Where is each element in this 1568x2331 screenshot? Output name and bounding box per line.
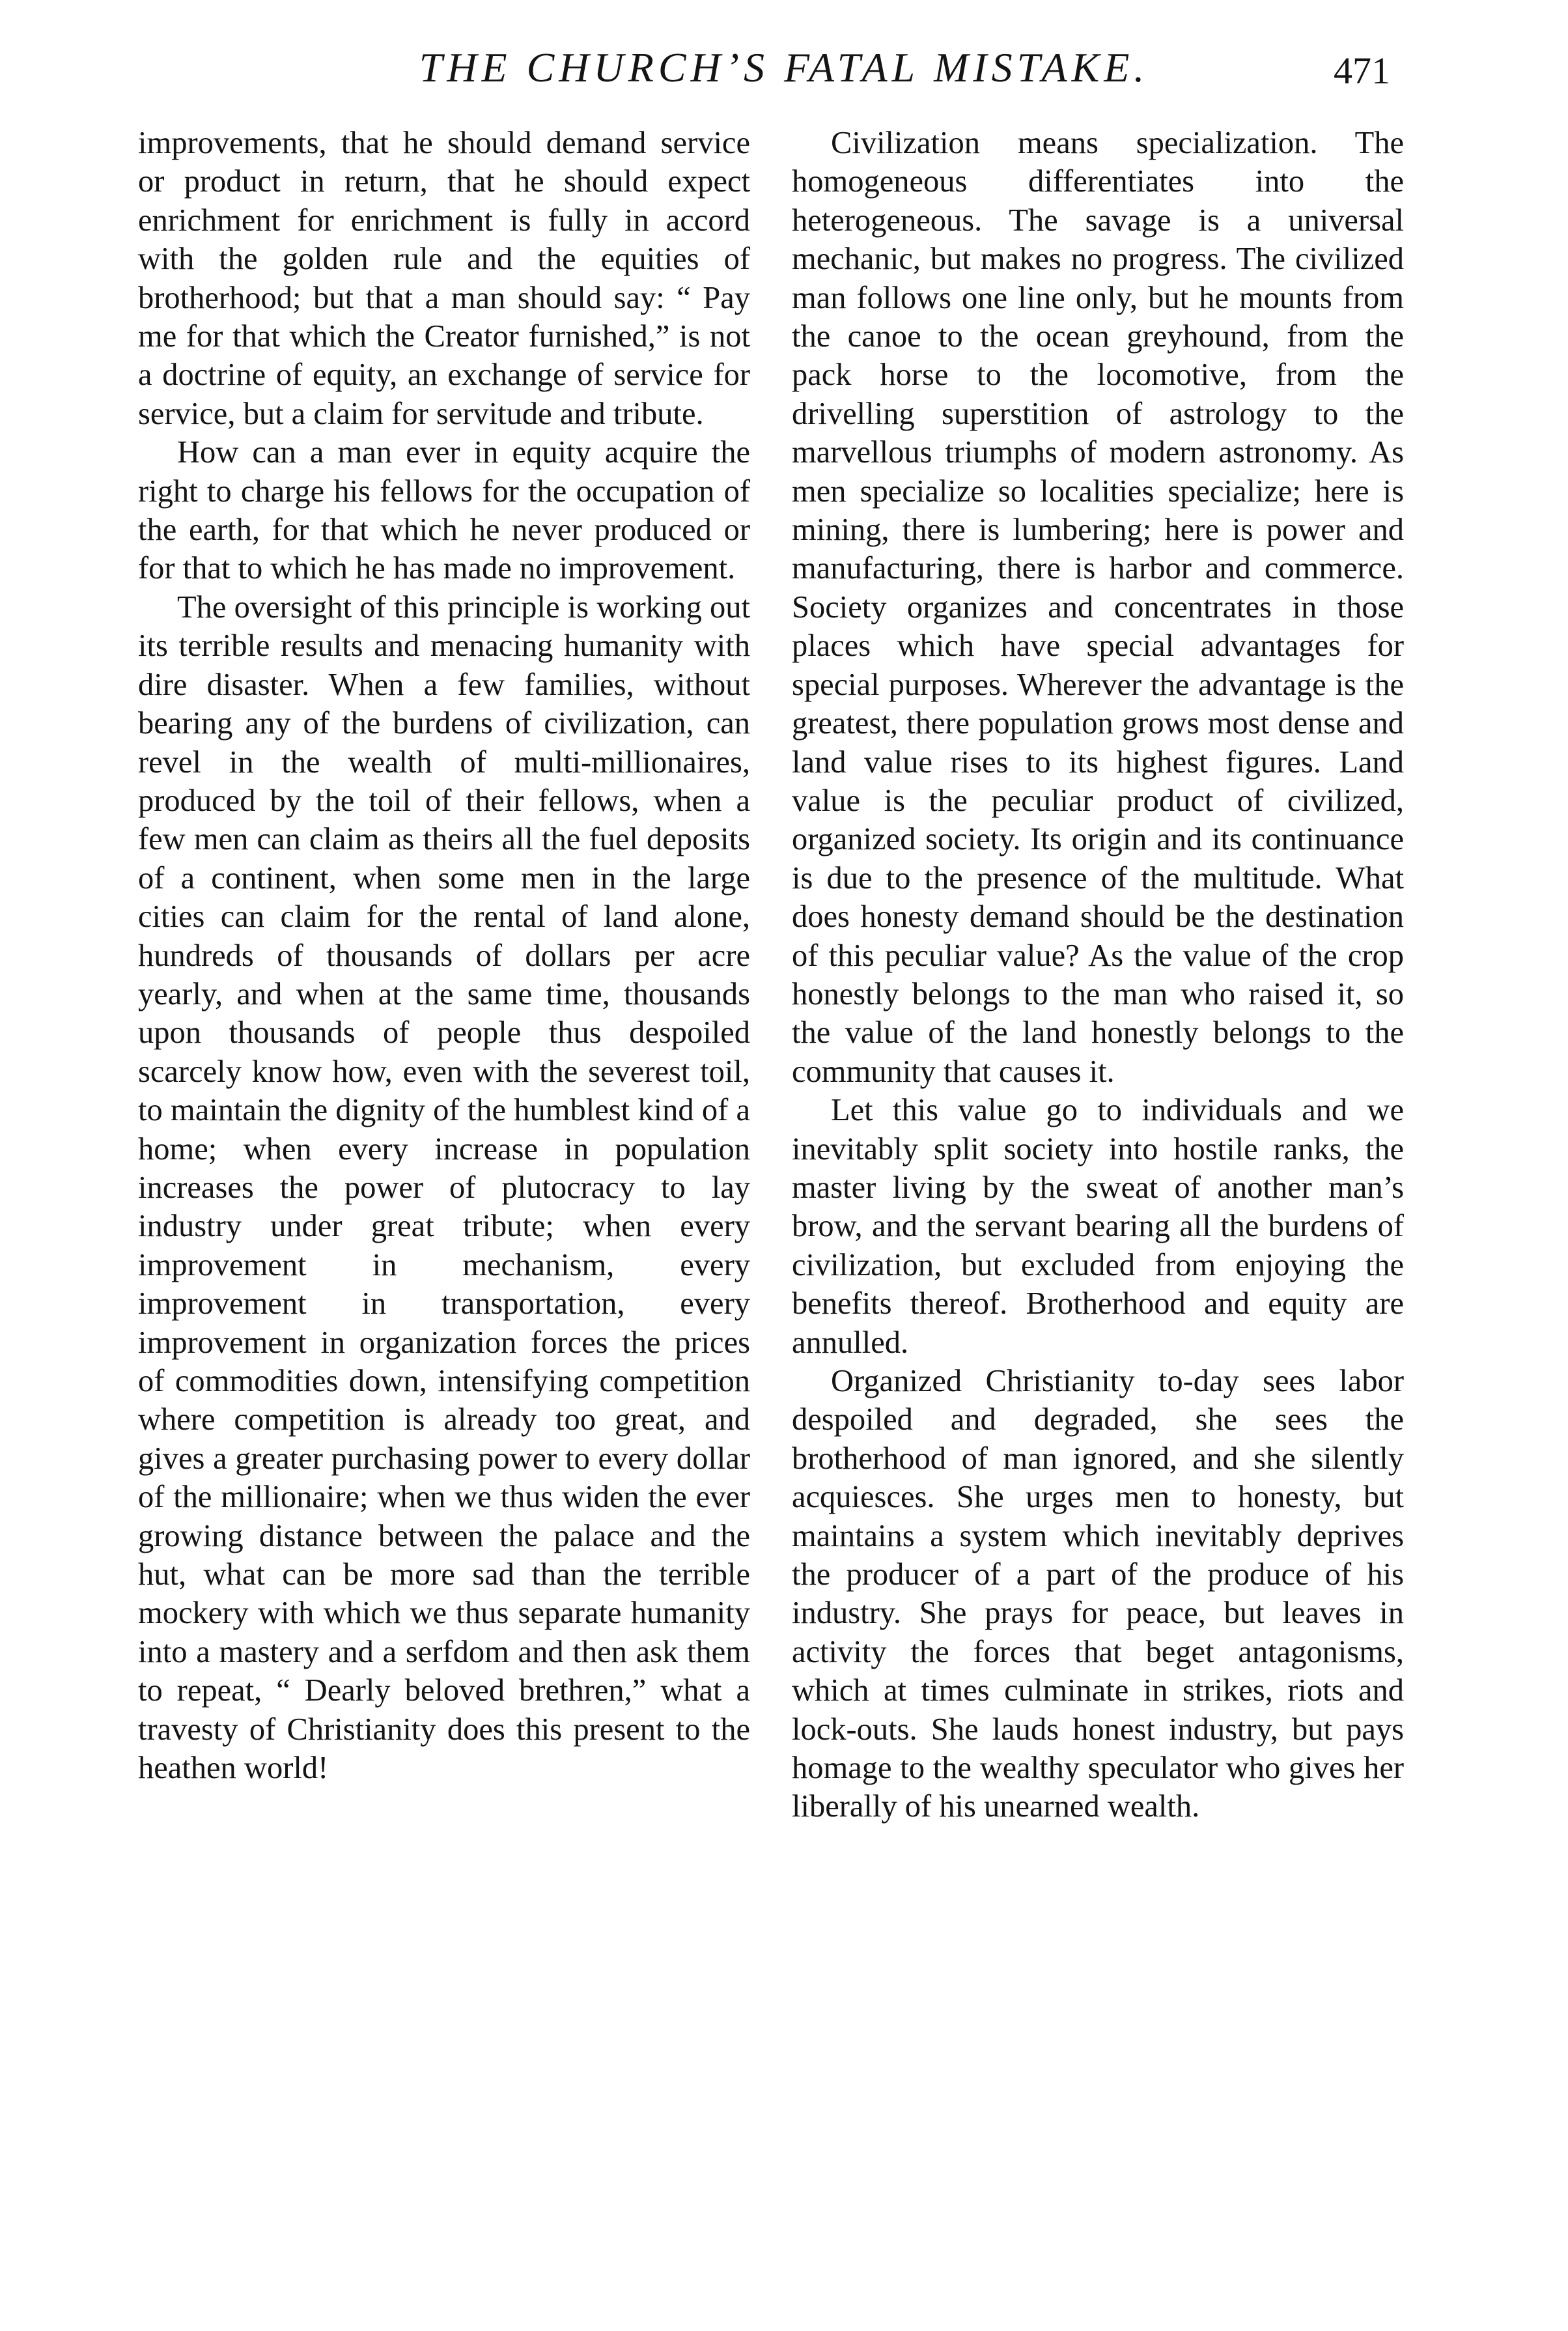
right-column [792,124,1404,1826]
paragraph: Civilization means specialization. The homogeneous differentiates into the heterogeneous. The savage is a universal mechanic, but makes no progress. The civilized man follows one line only, but he mounts from the canoe to the ocean greyhound, from the pack horse to the locomotive, from the drivelling superstition of astrology to the marvellous triumphs of modern astronomy. As men specialize so localities specialize; here is mining, there is lumbering; here is power and manufacturing, there is harbor and commerce. Society organizes and concentrates in those places which have special advantages for special purposes. Wherever the advantage is the greatest, there population grows most dense and land value rises to its highest figures. Land value is the peculiar product of civilized, organized society. Its origin and its continuance is due to the presence of the multitude. What does honesty demand should be the destination of this peculiar value? As the value of the crop honestly belongs to the man who raised it, so the value of the land honestly belongs to the community that causes it. [792,126,1404,1089]
page-number: 471 [1334,49,1390,92]
paragraph: The oversight of this principle is working out its terrible results and menacing humanity with dire disaster. When a few families, without bearing any of the burdens of civilization, can revel in the wealth of multi-millionaires, produced by the toil of their fellows, when a few men can claim as theirs all the fuel deposits of a continent, when some men in the large cities can claim for the rental of land alone, hundreds of thousands of dollars per acre yearly, and when at the same time, thousands upon thousands of people thus despoiled scarcely know how, even with the severest toil, to maintain the dignity of the humblest kind of a home; when every increase in population increases the power of plutocracy to lay industry under great tribute; when every improvement in mechanism, every improvement in transportation, every improvement in organization forces the prices of commodities down, intensifying competition where competition is already too great, and gives a greater purchasing power to every dollar of the millionaire; when we thus widen the ever growing distance between the palace and the hut, what can be more sad than the terrible mockery with which we thus separate humanity into a mastery and a serfdom and then ask them to repeat, “ Dearly beloved brethren,” what a travesty of Christianity does this present to the heathen world! [138,589,750,1786]
running-title: THE CHURCH’S FATAL MISTAKE. [419,44,1149,91]
paragraph: How can a man ever in equity acquire the right to charge his fellows for the occupation of the earth, for that which he never produced or for that to which he has made no improvement. [138,435,750,586]
paragraph: Organized Christianity to-day sees labor despoiled and degraded, she sees the brotherhood of man ignored, and she silently acquiesces. She urges men to honesty, but maintains a system which inevitably deprives the producer of a part of the produce of his industry. She prays for peace, but leaves in activity the forces that beget antagonisms, which at times culminate in strikes, riots and lock-outs. She lauds honest industry, but pays homage to the wealthy speculator who gives her liberally of his unearned wealth. [792,1364,1404,1824]
left-column [138,124,750,1787]
paragraph: Let this value go to individuals and we inevitably split society into hostile ranks, the master living by the sweat of another man’s brow, and the servant bearing all the burdens of civilization, but excluded from enjoying the benefits thereof. Brotherhood and equity are annulled. [792,1093,1404,1360]
paragraph-continued: improvements, that he should demand service or product in return, that he should expect enrichment for enrichment is fully in accord with the golden rule and the equities of brotherhood; but that a man should say: “ Pay me for that which the Creator furnished,” is not a doctrine of equity, an exchange of service for service, but a claim for servitude and tribute. [138,126,750,431]
